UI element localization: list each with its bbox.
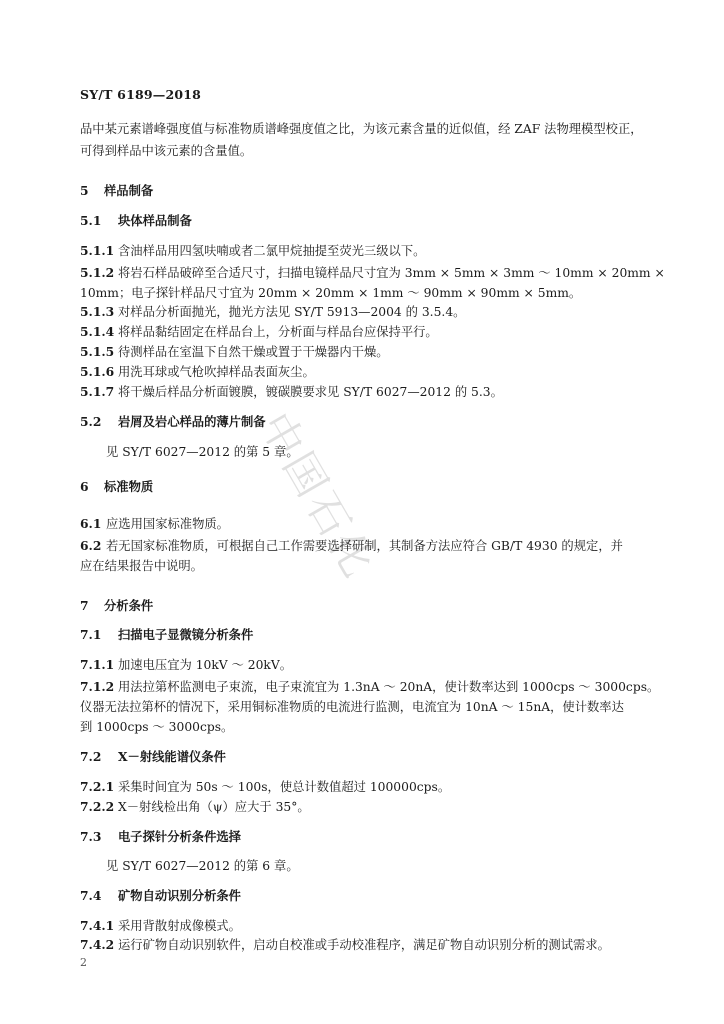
section-title: 电子探针分析条件选择 [118,829,241,844]
section-7-3-heading [80,827,241,845]
clause-text: 加速电压宜为 10kV ～ 20kV。 [118,658,293,672]
clause-text: 对样品分析面抛光，抛光方法见 SY/T 5913—2004 的 3.5.4。 [118,305,466,319]
clause-text: 将岩石样品破碎至合适尺寸，扫描电镜样品尺寸宜为 3mm × 5mm × 3mm ～ 10mm × 20mm × [118,266,665,280]
clause-number: 5.1.1 [80,243,115,258]
clause-number: 5.1.6 [80,364,115,379]
intro-paragraph: 品中某元素谱峰强度值与标准物质谱峰强度值之比，为该元素含量的近似值，经 ZAF 法物理模型校正，可得到样品中该元素的含量值。 [80,122,643,158]
clause-text: 若无国家标准物质，可根据自己工作需要选择研制，其制备方法应符合 GB/T 4930 的规定，并 [106,539,623,553]
clause-6-2-continued: 应在结果报告中说明。 [80,559,203,573]
section-7-4-heading [80,886,241,904]
clause-5-1-3 [80,302,465,320]
clause-5-1-1 [80,241,425,259]
clause-text: 待测样品在室温下自然干燥或置于干燥器内干燥。 [118,345,389,359]
clause-text: X－射线检出角（ψ）应大于 35°。 [118,800,310,814]
section-7-3-body: 见 SY/T 6027—2012 的第 6 章。 [106,859,299,873]
clause-number: 7.1.1 [80,657,115,672]
section-number: 7.4 [80,888,102,903]
clause-text: 运行矿物自动识别软件，启动自校准或手动校准程序，满足矿物自动识别分析的测试需求。 [118,938,610,952]
clause-7-4-1 [80,916,241,934]
section-number: 5 [80,183,89,198]
clause-number: 7.4.2 [80,937,115,952]
clause-number: 5.1.2 [80,265,115,280]
clause-7-2-2 [80,797,310,815]
clause-5-1-6 [80,362,315,380]
section-5-2-heading [80,412,266,430]
section-5-2-body: 见 SY/T 6027—2012 的第 5 章。 [106,445,299,459]
clause-5-1-5 [80,342,389,360]
clause-5-1-2-continued: 10mm；电子探针样品尺寸宜为 20mm × 20mm × 1mm ～ 90mm × 90mm × 5mm。 [80,286,582,300]
page-number: 2 [80,956,87,969]
clause-7-4-2 [80,935,610,953]
clause-number: 6.1 [80,516,102,531]
clause-text: 将干燥后样品分析面镀膜，镀碳膜要求见 SY/T 6027—2012 的 5.3。 [118,385,503,399]
section-number: 5.1 [80,213,102,228]
section-5-1-heading [80,211,192,229]
section-number: 7 [80,598,89,613]
clause-number: 5.1.5 [80,344,115,359]
clause-number: 7.1.2 [80,679,115,694]
clause-6-2 [80,536,623,554]
clause-text: 应选用国家标准物质。 [106,517,229,531]
clause-5-1-2 [80,263,665,281]
clause-number: 5.1.4 [80,324,115,339]
clause-number: 7.4.1 [80,918,115,933]
clause-number: 6.2 [80,538,102,553]
section-title: 矿物自动识别分析条件 [118,888,241,903]
section-title: 样品制备 [104,183,154,198]
clause-number: 7.2.1 [80,779,115,794]
section-7-1-heading [80,625,253,643]
section-number: 6 [80,479,89,494]
clause-text: 含油样品用四氢呋喃或者二氯甲烷抽提至荧光三级以下。 [118,244,426,258]
clause-7-1-2-continued-2: 到 1000cps ～ 3000cps。 [80,720,234,734]
section-title: 扫描电子显微镜分析条件 [118,627,254,642]
clause-text: 采集时间宜为 50s ～ 100s，使总计数值超过 100000cps。 [118,780,451,794]
section-6-heading [80,477,153,495]
clause-7-1-1 [80,655,292,673]
section-title: 分析条件 [104,598,154,613]
section-number: 7.2 [80,749,102,764]
section-title: 块体样品制备 [118,213,192,228]
clause-number: 5.1.7 [80,384,115,399]
section-5-heading [80,181,153,199]
section-title: 岩屑及岩心样品的薄片制备 [118,414,266,429]
clause-text: 将样品黏结固定在样品台上，分析面与样品台应保持平行。 [118,325,438,339]
standard-code-header: SY/T 6189—2018 [80,87,202,102]
clause-7-1-2-continued: 仪器无法拉第杯的情况下，采用铜标准物质的电流进行监测，电流宜为 10nA ～ 15nA，使计数率达 [80,700,624,714]
section-7-heading [80,596,153,614]
watermark: 中国石化 [250,404,386,588]
section-title: X－射线能谱仪条件 [118,749,226,764]
clause-text: 用法拉第杯监测电子束流，电子束流宜为 1.3nA ～ 20nA，使计数率达到 1000cps ～ 3000cps。 [118,680,660,694]
clause-7-1-2 [80,677,659,695]
clause-number: 7.2.2 [80,799,115,814]
section-number: 5.2 [80,414,102,429]
clause-number: 5.1.3 [80,304,115,319]
section-7-2-heading [80,747,226,765]
clause-6-1 [80,514,229,532]
section-number: 7.1 [80,627,102,642]
clause-text: 采用背散射成像模式。 [118,919,241,933]
section-title: 标准物质 [104,479,154,494]
clause-5-1-7 [80,382,503,400]
clause-5-1-4 [80,322,438,340]
clause-7-2-1 [80,777,450,795]
section-number: 7.3 [80,829,102,844]
clause-text: 用洗耳球或气枪吹掉样品表面灰尘。 [118,365,315,379]
